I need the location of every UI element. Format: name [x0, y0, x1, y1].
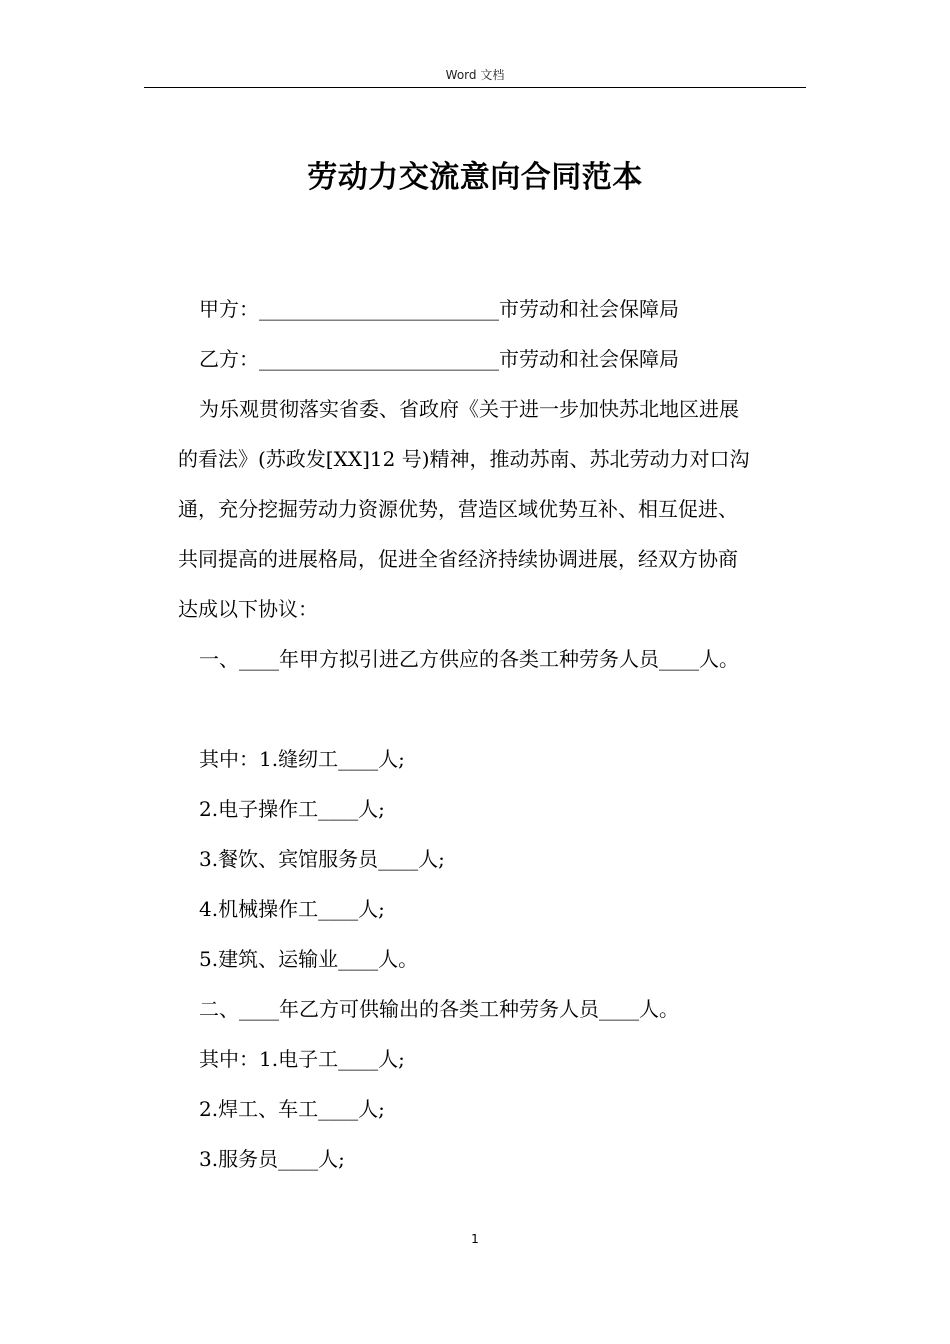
clause-one-item-3: 3.餐饮、宾馆服务员____人; [199, 847, 445, 871]
party-b-line: 乙方：________________________市劳动和社会保障局 [199, 347, 679, 371]
preamble-line-5: 达成以下协议： [178, 597, 318, 621]
document-title: 劳动力交流意向合同范本 [307, 160, 643, 195]
clause-two: 二、____年乙方可供输出的各类工种劳务人员____人。 [199, 997, 679, 1021]
page-number: 1 [471, 1232, 479, 1246]
clause-two-item-1: 其中：1.电子工____人; [199, 1047, 405, 1071]
party-a-line: 甲方：________________________市劳动和社会保障局 [199, 297, 679, 321]
clause-one: 一、____年甲方拟引进乙方供应的各类工种劳务人员____人。 [199, 647, 739, 671]
clause-one-item-2: 2.电子操作工____人; [199, 797, 385, 821]
clause-two-item-3: 3.服务员____人; [199, 1147, 345, 1171]
clause-one-item-4: 4.机械操作工____人; [199, 897, 385, 921]
preamble-line-3: 通，充分挖掘劳动力资源优势，营造区域优势互补、相互促进、 [178, 497, 738, 521]
paragraph-spacer [178, 684, 804, 734]
clause-one-item-5: 5.建筑、运输业____人。 [199, 947, 419, 971]
preamble-line-2: 的看法》(苏政发[XX]12 号)精神，推动苏南、苏北劳动力对口沟 [178, 447, 750, 471]
document-body [178, 284, 804, 1184]
header-rule [144, 87, 806, 88]
preamble-line-1: 为乐观贯彻落实省委、省政府《关于进一步加快苏北地区进展 [199, 397, 739, 421]
page-header: Word 文档 [445, 68, 505, 82]
clause-one-item-1: 其中：1.缝纫工____人; [199, 747, 405, 771]
clause-two-item-2: 2.焊工、车工____人; [199, 1097, 385, 1121]
preamble-line-4: 共同提高的进展格局，促进全省经济持续协调进展，经双方协商 [178, 547, 738, 571]
